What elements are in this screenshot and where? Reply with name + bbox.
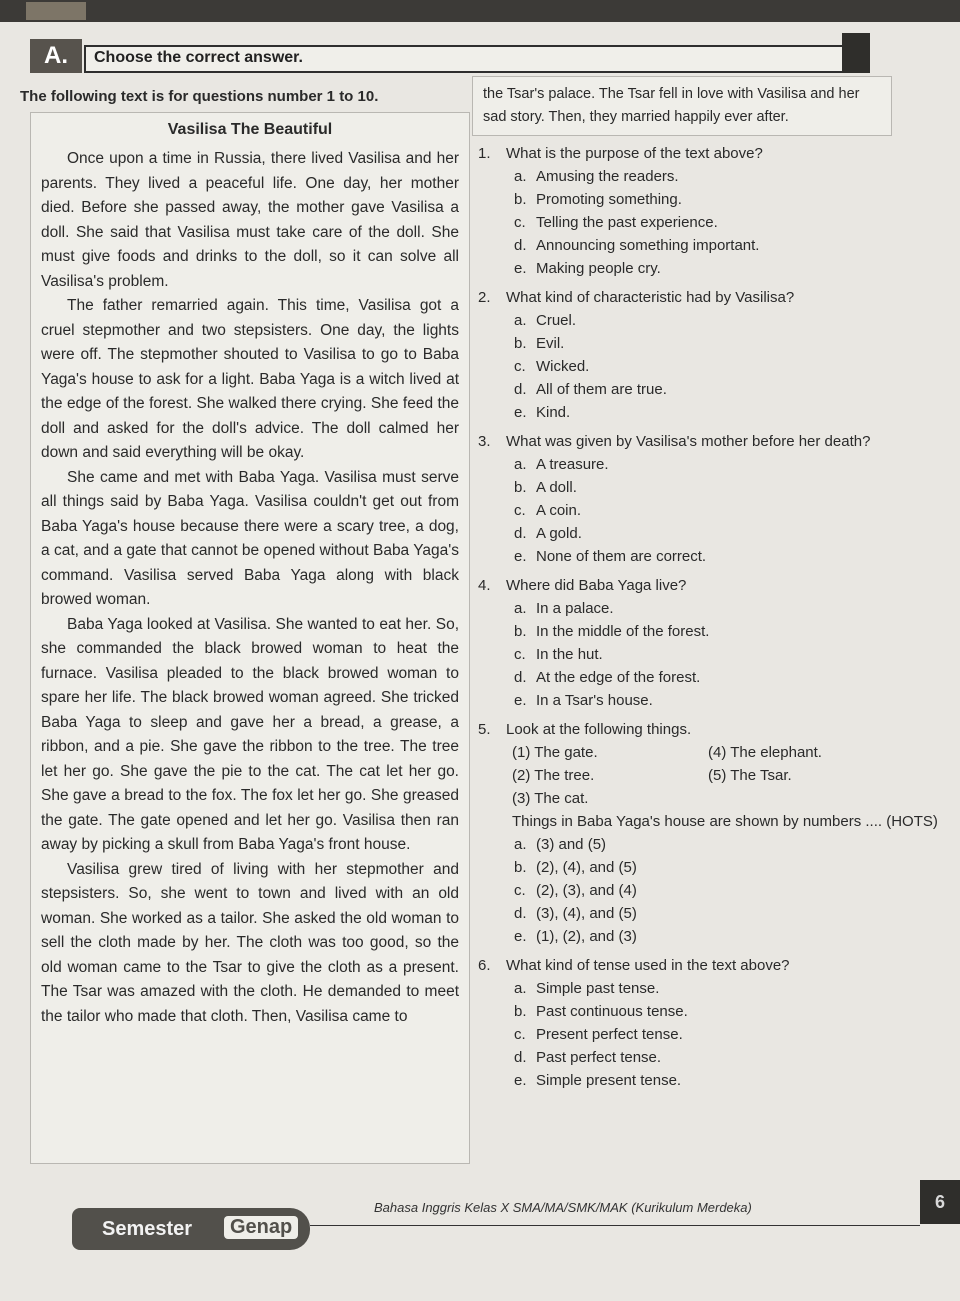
option-text: Telling the past experience. [536, 214, 718, 231]
answer-option[interactable] [514, 620, 942, 643]
footer-divider [310, 1225, 920, 1226]
semester-label: Semester [102, 1218, 193, 1240]
question-4 [472, 574, 942, 712]
option-letter: e. [514, 1072, 527, 1089]
option-letter: c. [514, 214, 526, 231]
option-text: None of them are correct. [536, 548, 707, 565]
answer-option[interactable] [514, 234, 942, 257]
question-stem [472, 718, 942, 741]
option-text: Amusing the readers. [536, 168, 679, 185]
option-letter: a. [514, 836, 527, 853]
page-footer [30, 1180, 960, 1280]
things-list [472, 741, 942, 810]
option-letter: b. [514, 479, 527, 496]
option-text: A treasure. [536, 456, 609, 473]
option-text: Cruel. [536, 312, 577, 329]
story-box [30, 112, 470, 1164]
top-banner [0, 0, 960, 22]
question-text: Look at the following things. [506, 721, 692, 738]
option-text: A gold. [536, 525, 582, 542]
option-text: (2), (3), and (4) [536, 882, 637, 899]
option-letter: b. [514, 623, 527, 640]
option-letter: e. [514, 548, 527, 565]
option-letter: c. [514, 1026, 526, 1043]
question-number: 3. [478, 433, 491, 450]
question-stem [472, 286, 942, 309]
option-text: Announcing something important. [536, 237, 760, 254]
thing-item: (4) The elephant. [708, 744, 822, 761]
option-text: Evil. [536, 335, 565, 352]
semester-badge [72, 1208, 310, 1250]
answer-options [472, 453, 942, 568]
question-6 [472, 954, 942, 1092]
option-letter: d. [514, 905, 527, 922]
option-letter: e. [514, 692, 527, 709]
question-number: 6. [478, 957, 491, 974]
option-text: A coin. [536, 502, 582, 519]
question-text: Where did Baba Yaga live? [506, 577, 687, 594]
story-paragraph: The father remarried again. This time, Vasilisa got a cruel stepmother and two stepsisters. One day, the lights were off. The stepmother shouted to Vasilisa to go to Baba Yaga's house to ask for a light. Baba Yaga is a witch lived at the edge of the forest. She walked there crying. She feed the doll and asked for the doll's advice. The doll calmed her down and said everything will be okay. [41, 297, 459, 461]
page-number: 6 [920, 1180, 960, 1224]
answer-option[interactable] [514, 211, 942, 234]
answer-option[interactable] [514, 453, 942, 476]
story-paragraph: She came and met with Baba Yaga. Vasilisa must serve all things said by Baba Yaga. Vasilisa couldn't get out from Baba Yaga's house because there were a scary tree, a dog, a cat, and a gate that cannot be opened without Baba Yaga's command. Vasilisa served Baba Yaga along with black browed woman. [41, 468, 459, 608]
section-header [30, 33, 870, 73]
option-text: A doll. [536, 479, 577, 496]
answer-option[interactable] [514, 666, 942, 689]
answer-option[interactable] [514, 499, 942, 522]
answer-option[interactable] [514, 1000, 942, 1023]
answer-options [472, 165, 942, 280]
answer-option[interactable] [514, 545, 942, 568]
option-text: Past continuous tense. [536, 1003, 688, 1020]
option-letter: d. [514, 381, 527, 398]
instruction-bar [84, 45, 868, 73]
answer-option[interactable] [514, 378, 942, 401]
answer-option[interactable] [514, 1023, 942, 1046]
option-letter: a. [514, 456, 527, 473]
answer-option[interactable] [514, 332, 942, 355]
section-bar-end [842, 33, 870, 73]
story-title: Vasilisa The Beautiful [167, 121, 333, 138]
answer-option[interactable] [514, 476, 942, 499]
question-text: What kind of tense used in the text above? [506, 957, 790, 974]
option-text: Making people cry. [536, 260, 661, 277]
answer-options [472, 977, 942, 1092]
option-text: Present perfect tense. [536, 1026, 683, 1043]
option-text: Simple present tense. [536, 1072, 682, 1089]
question-number: 2. [478, 289, 491, 306]
option-text: Wicked. [536, 358, 590, 375]
story-paragraph: Once upon a time in Russia, there lived Vasilisa and her parents. They lived a peaceful life. One day, her mother died. Before she passed away, the mother gave Vasilisa a doll. She said that Vasilisa must take care of the doll. She must give foods and drinks to the doll, so it can solve all Vasilisa's problem. [41, 150, 459, 290]
answer-option[interactable] [514, 643, 942, 666]
option-letter: d. [514, 525, 527, 542]
question-stem [472, 430, 942, 453]
option-letter: a. [514, 168, 527, 185]
thing-item: (1) The gate. [512, 744, 598, 761]
story-continuation: the Tsar's palace. The Tsar fell in love with Vasilisa and her sad story. Then, they married happily ever after. [472, 76, 892, 136]
answer-option[interactable] [514, 925, 942, 948]
question-text-continued: Things in Baba Yaga's house are shown by numbers .... (HOTS) [512, 813, 938, 830]
section-letter: A. [30, 39, 82, 73]
question-stem [472, 574, 942, 597]
option-letter: a. [514, 600, 527, 617]
answer-option[interactable] [514, 833, 942, 856]
thing-item [708, 787, 888, 810]
question-text: What is the purpose of the text above? [506, 145, 763, 162]
option-text: (2), (4), and (5) [536, 859, 637, 876]
answer-option[interactable] [514, 522, 942, 545]
questions-column [472, 76, 942, 1092]
answer-option[interactable] [514, 165, 942, 188]
answer-options [472, 597, 942, 712]
answer-option[interactable] [514, 401, 942, 424]
answer-option[interactable] [514, 689, 942, 712]
intro-text: The following text is for questions number 1 to 10. [20, 88, 379, 105]
option-letter: c. [514, 502, 526, 519]
option-text: In a palace. [536, 600, 614, 617]
question-number: 1. [478, 145, 491, 162]
answer-option[interactable] [514, 257, 942, 280]
option-letter: e. [514, 404, 527, 421]
thing-item: (3) The cat. [512, 790, 589, 807]
option-letter: e. [514, 260, 527, 277]
thing-item: (5) The Tsar. [708, 767, 792, 784]
instruction-text: Choose the correct answer. [94, 49, 303, 66]
thing-item: (2) The tree. [512, 767, 595, 784]
option-text: Simple past tense. [536, 980, 660, 997]
option-letter: b. [514, 335, 527, 352]
book-title: Bahasa Inggris Kelas X SMA/MA/SMK/MAK (Kurikulum Merdeka) [374, 1200, 752, 1215]
question-stem [472, 954, 942, 977]
option-text: In the middle of the forest. [536, 623, 710, 640]
option-letter: b. [514, 191, 527, 208]
story-paragraph: Baba Yaga looked at Vasilisa. She wanted to eat her. So, she commanded the black browed woman to heat the furnace. Vasilisa pleaded to the black browed woman to spare her life. The black browed woman agreed. She tricked Baba Yaga to sleep and gave her a bread, a grease, a ribbon, and a pie. She gave the ribbon to the tree. The tree let her go. She gave the pie to the cat. The cat let her go. She gave a bread to the fox. The fox let her go. She greased the gate. The gate opened and let her go. Vasilisa then ran away by picking a skull from Baba Yaga's front house. [41, 615, 459, 853]
books-icon [26, 2, 86, 20]
answer-options [472, 833, 942, 948]
story-paragraph: Vasilisa grew tired of living with her stepmother and stepsisters. So, she went to town and lived with an old woman. She worked as a tailor. She asked the old woman to sell the cloth made by her. The cloth was too good, so the old woman came to the Tsar to give the cloth as a present. The Tsar was amazed with the cloth. He demanded to meet the tailor who made that cloth. Then, Vasilisa came to [41, 860, 459, 1025]
option-letter: a. [514, 312, 527, 329]
question-2 [472, 286, 942, 424]
option-text: In a Tsar's house. [536, 692, 653, 709]
answer-option[interactable] [514, 188, 942, 211]
genap-label: Genap [224, 1216, 298, 1239]
question-list [472, 142, 942, 1092]
question-3 [472, 430, 942, 568]
answer-options [472, 309, 942, 424]
option-text: In the hut. [536, 646, 603, 663]
option-text: All of them are true. [536, 381, 667, 398]
option-text: Kind. [536, 404, 571, 421]
option-letter: b. [514, 859, 527, 876]
option-letter: d. [514, 669, 527, 686]
option-letter: a. [514, 980, 527, 997]
answer-option[interactable] [514, 879, 942, 902]
answer-option[interactable] [514, 902, 942, 925]
option-letter: d. [514, 237, 527, 254]
option-letter: d. [514, 1049, 527, 1066]
answer-option[interactable] [514, 597, 942, 620]
option-letter: e. [514, 928, 527, 945]
answer-option[interactable] [514, 977, 942, 1000]
question-number: 4. [478, 577, 491, 594]
question-text: What kind of characteristic had by Vasilisa? [506, 289, 795, 306]
question-text: What was given by Vasilisa's mother before her death? [506, 433, 871, 450]
answer-option[interactable] [514, 309, 942, 332]
question-1 [472, 142, 942, 280]
answer-option[interactable] [514, 1046, 942, 1069]
option-letter: c. [514, 882, 526, 899]
option-letter: c. [514, 646, 526, 663]
option-letter: b. [514, 1003, 527, 1020]
answer-option[interactable] [514, 1069, 942, 1092]
option-text: At the edge of the forest. [536, 669, 701, 686]
question-5 [472, 718, 942, 948]
option-text: (3), (4), and (5) [536, 905, 637, 922]
option-text: Promoting something. [536, 191, 682, 208]
option-text: Past perfect tense. [536, 1049, 662, 1066]
option-text: (1), (2), and (3) [536, 928, 637, 945]
answer-option[interactable] [514, 856, 942, 879]
answer-option[interactable] [514, 355, 942, 378]
option-letter: c. [514, 358, 526, 375]
question-stem [472, 142, 942, 165]
option-text: (3) and (5) [536, 836, 607, 853]
question-number: 5. [478, 721, 491, 738]
